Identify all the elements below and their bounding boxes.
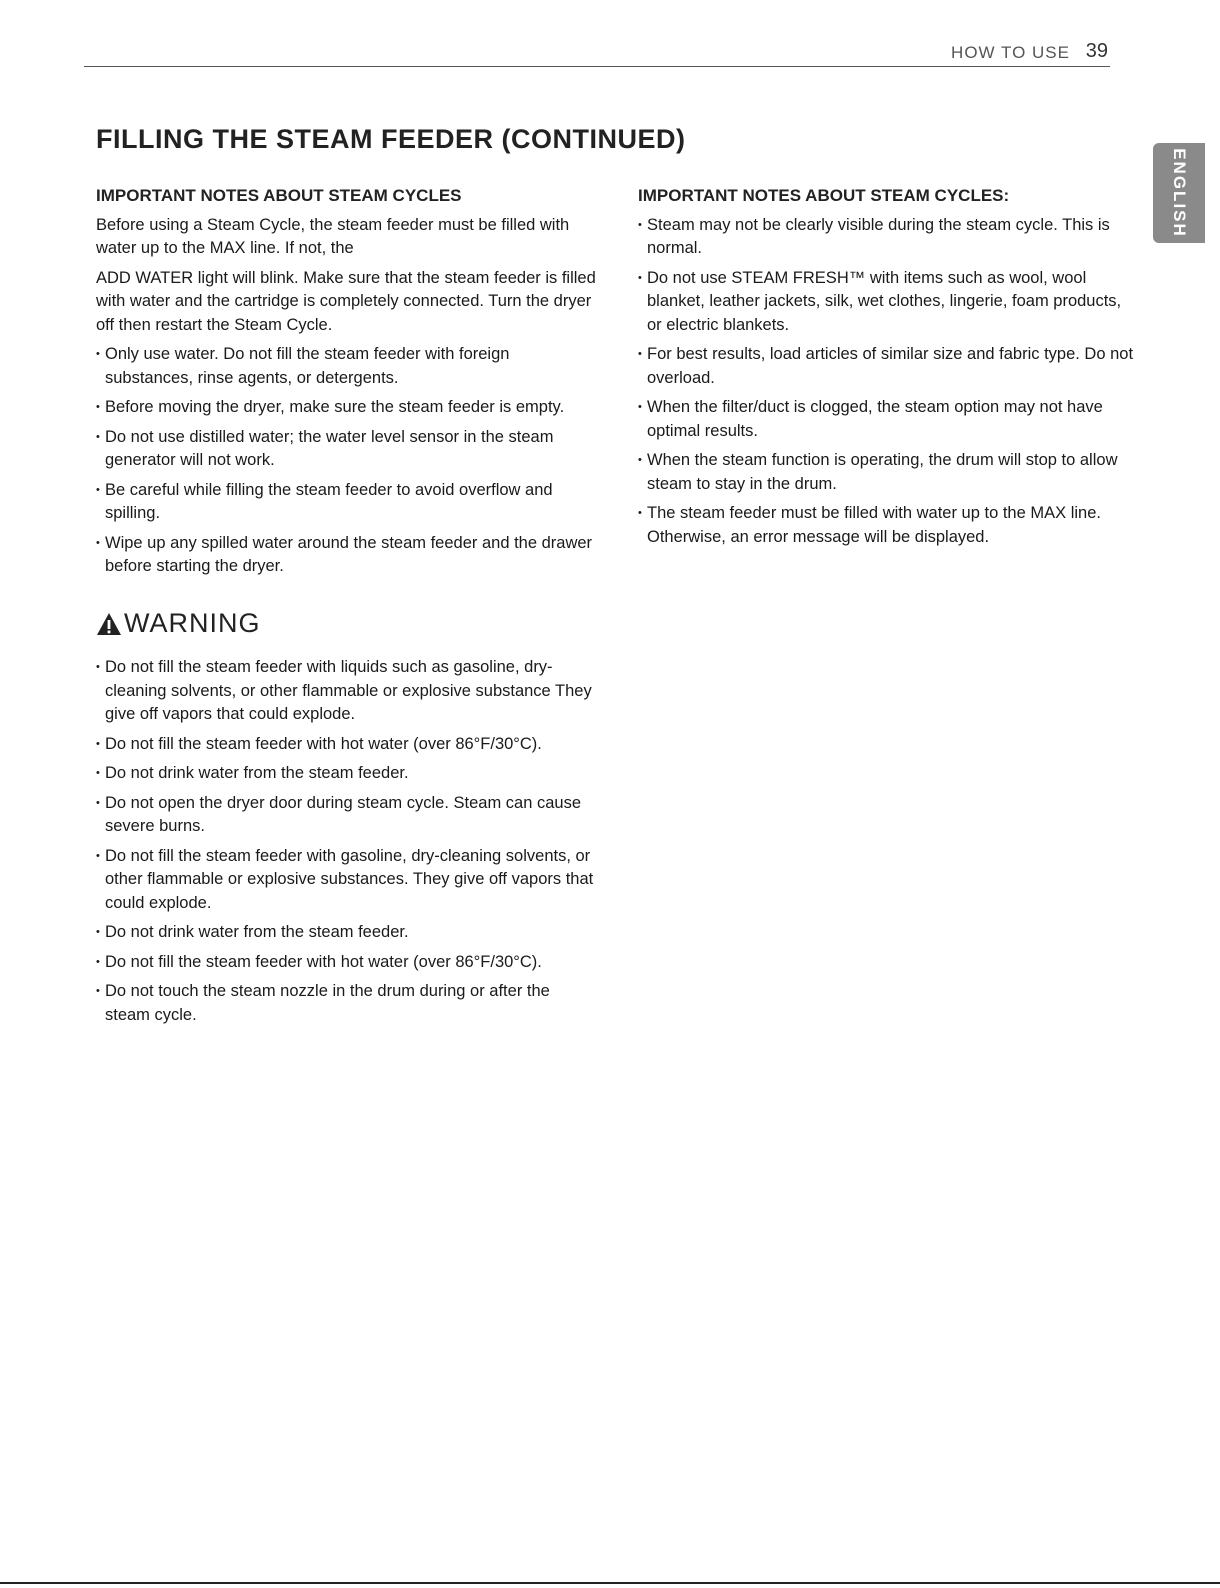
left-paragraph: ADD WATER light will blink. Make sure that the steam feeder is filled with water and the cartridge is completely connected. Turn the dryer off then restart the Steam Cycle. bbox=[96, 268, 596, 334]
right-bullet-list bbox=[638, 214, 1138, 550]
left-bullet-list bbox=[96, 343, 596, 579]
list-item: • Do not drink water from the steam feeder. bbox=[96, 921, 596, 945]
list-item: • Steam may not be clearly visible during the steam cycle. This is normal. bbox=[638, 214, 1138, 261]
right-column bbox=[638, 184, 1138, 555]
list-item: • Do not fill the steam feeder with gasoline, dry-cleaning solvents, or other flammable or explosive substances. They give off vapors that could explode. bbox=[96, 845, 596, 916]
left-heading: IMPORTANT NOTES ABOUT STEAM CYCLES bbox=[96, 186, 462, 205]
page-title: FILLING THE STEAM FEEDER (CONTINUED) bbox=[96, 124, 686, 154]
header-divider bbox=[84, 66, 1110, 67]
list-item: • The steam feeder must be filled with water up to the MAX line. Otherwise, an error message will be displayed. bbox=[638, 502, 1138, 549]
list-item: • Do not use distilled water; the water level sensor in the steam generator will not work. bbox=[96, 426, 596, 473]
list-item: • Do not drink water from the steam feeder. bbox=[96, 762, 596, 786]
list-item: • Do not open the dryer door during steam cycle. Steam can cause severe burns. bbox=[96, 792, 596, 839]
list-item: • Only use water. Do not fill the steam feeder with foreign substances, rinse agents, or detergents. bbox=[96, 343, 596, 390]
warning-heading bbox=[96, 608, 596, 639]
list-item: • Do not touch the steam nozzle in the drum during or after the steam cycle. bbox=[96, 980, 596, 1027]
left-column bbox=[96, 184, 596, 585]
warning-section bbox=[96, 608, 596, 1033]
list-item: • When the steam function is operating, the drum will stop to allow steam to stay in the drum. bbox=[638, 449, 1138, 496]
list-item: • Do not fill the steam feeder with liquids such as gasoline, dry-cleaning solvents, or other flammable or explosive substance They give off vapors that could explode. bbox=[96, 656, 596, 727]
warning-triangle-icon bbox=[96, 612, 122, 636]
list-item: • Wipe up any spilled water around the steam feeder and the drawer before starting the dryer. bbox=[96, 532, 596, 579]
warning-title: WARNING bbox=[124, 608, 261, 639]
list-item: • Be careful while filling the steam feeder to avoid overflow and spilling. bbox=[96, 479, 596, 526]
list-item: • Before moving the dryer, make sure the steam feeder is empty. bbox=[96, 396, 596, 420]
page-number: 39 bbox=[1085, 40, 1108, 62]
list-item: • When the filter/duct is clogged, the steam option may not have optimal results. bbox=[638, 396, 1138, 443]
list-item: • Do not fill the steam feeder with hot water (over 86°F/30°C). bbox=[96, 951, 596, 975]
footer-divider bbox=[0, 1582, 1220, 1584]
list-item: • Do not fill the steam feeder with hot water (over 86°F/30°C). bbox=[96, 733, 596, 757]
warning-bullet-list bbox=[96, 656, 596, 1027]
language-side-tab bbox=[1153, 143, 1205, 243]
list-item: • For best results, load articles of similar size and fabric type. Do not overload. bbox=[638, 343, 1138, 390]
language-tab-label: ENGLISH bbox=[1170, 148, 1189, 238]
left-paragraph: Before using a Steam Cycle, the steam feeder must be filled with water up to the MAX line. If not, the bbox=[96, 215, 570, 257]
right-heading: IMPORTANT NOTES ABOUT STEAM CYCLES: bbox=[638, 186, 1010, 205]
header-section-label: HOW TO USE bbox=[951, 43, 1070, 62]
list-item: • Do not use STEAM FRESH™ with items such as wool, wool blanket, leather jackets, silk, wet clothes, lingerie, foam products, or electric blankets. bbox=[638, 267, 1138, 338]
